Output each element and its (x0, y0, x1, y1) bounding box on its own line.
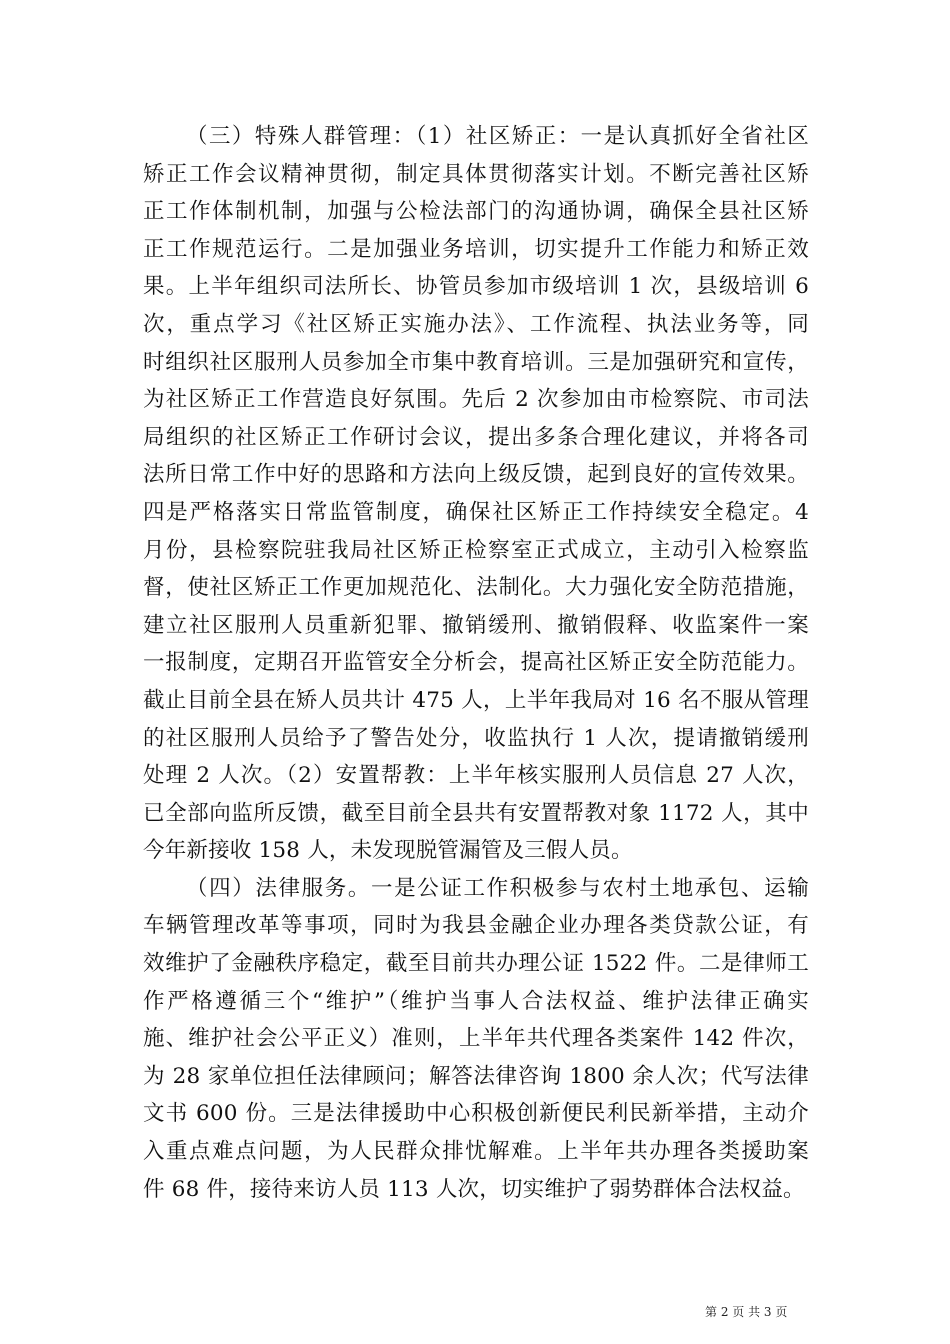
text-line: 为 28 家单位担任法律顾问；解答法律咨询 1800 余人次；代写法律 (143, 1063, 809, 1089)
text-line: 矫正工作会议精神贯彻，制定具体贯彻落实计划。不断完善社区矫 (143, 161, 809, 187)
text-line: 施、维护社会公平正义）准则，上半年共代理各类案件 142 件次， (143, 1026, 809, 1052)
text-line: 已全部向监所反馈，截至目前全县共有安置帮教对象 1172 人，其中 (143, 800, 809, 826)
text-line: 果。上半年组织司法所长、协管员参加市级培训 1 次，县级培训 6 (143, 274, 809, 300)
text-line: 入重点难点问题，为人民群众排忧解难。上半年共办理各类援助案 (143, 1139, 809, 1165)
text-line: 车辆管理改革等事项，同时为我县金融企业办理各类贷款公证，有 (143, 913, 809, 939)
text-line: 正工作规范运行。二是加强业务培训，切实提升工作能力和矫正效 (143, 236, 809, 262)
text-line: （三）特殊人群管理：（1）社区矫正：一是认真抓好全省社区 (186, 124, 809, 149)
text-line: 次，重点学习《社区矫正实施办法》、工作流程、执法业务等，同 (143, 311, 809, 337)
text-line: 一报制度，定期召开监管安全分析会，提高社区矫正安全防范能力。 (143, 650, 809, 676)
paragraph-legal-services (143, 870, 809, 1208)
text-line: 截止目前全县在矫人员共计 475 人，上半年我局对 16 名不服从管理 (143, 687, 809, 713)
page-number: 第 2 页 共 3 页 (705, 1305, 788, 1319)
text-line: 处理 2 人次。（2）安置帮教：上半年核实服刑人员信息 27 人次， (143, 763, 809, 789)
text-line: 作严格遵循三个“维护”（维护当事人合法权益、维护法律正确实 (143, 988, 809, 1014)
document-body (143, 118, 809, 1208)
text-line: 件 68 件，接待来访人员 113 人次，切实维护了弱势群体合法权益。 (143, 1176, 805, 1202)
text-line: 今年新接收 158 人，未发现脱管漏管及三假人员。 (143, 838, 633, 864)
text-line: （四）法律服务。一是公证工作积极参与农村土地承包、运输 (186, 875, 809, 901)
text-line: 月份，县检察院驻我局社区矫正检察室正式成立，主动引入检察监 (143, 537, 809, 563)
text-line: 建立社区服刑人员重新犯罪、撤销缓刑、撤销假释、收监案件一案 (143, 612, 809, 638)
text-line: 文书 600 份。三是法律援助中心积极创新便民利民新举措，主动介 (143, 1101, 809, 1127)
text-line: 效维护了金融秩序稳定，截至目前共办理公证 1522 件。二是律师工 (143, 951, 809, 977)
text-line: 督，使社区矫正工作更加规范化、法制化。大力强化安全防范措施， (143, 575, 809, 601)
text-line: 正工作体制机制，加强与公检法部门的沟通协调，确保全县社区矫 (143, 199, 809, 225)
text-line: 局组织的社区矫正工作研讨会议，提出多条合理化建议，并将各司 (143, 424, 809, 450)
text-line: 时组织社区服刑人员参加全市集中教育培训。三是加强研究和宣传， (143, 349, 809, 375)
text-line: 为社区矫正工作营造良好氛围。先后 2 次参加由市检察院、市司法 (143, 387, 809, 413)
text-line: 法所日常工作中好的思路和方法向上级反馈，起到良好的宣传效果。 (143, 462, 809, 488)
paragraph-special-population-management (143, 118, 809, 870)
text-line: 四是严格落实日常监管制度，确保社区矫正工作持续安全稳定。4 (143, 499, 809, 525)
text-line: 的社区服刑人员给予了警告处分，收监执行 1 人次，提请撤销缓刑 (143, 725, 809, 751)
